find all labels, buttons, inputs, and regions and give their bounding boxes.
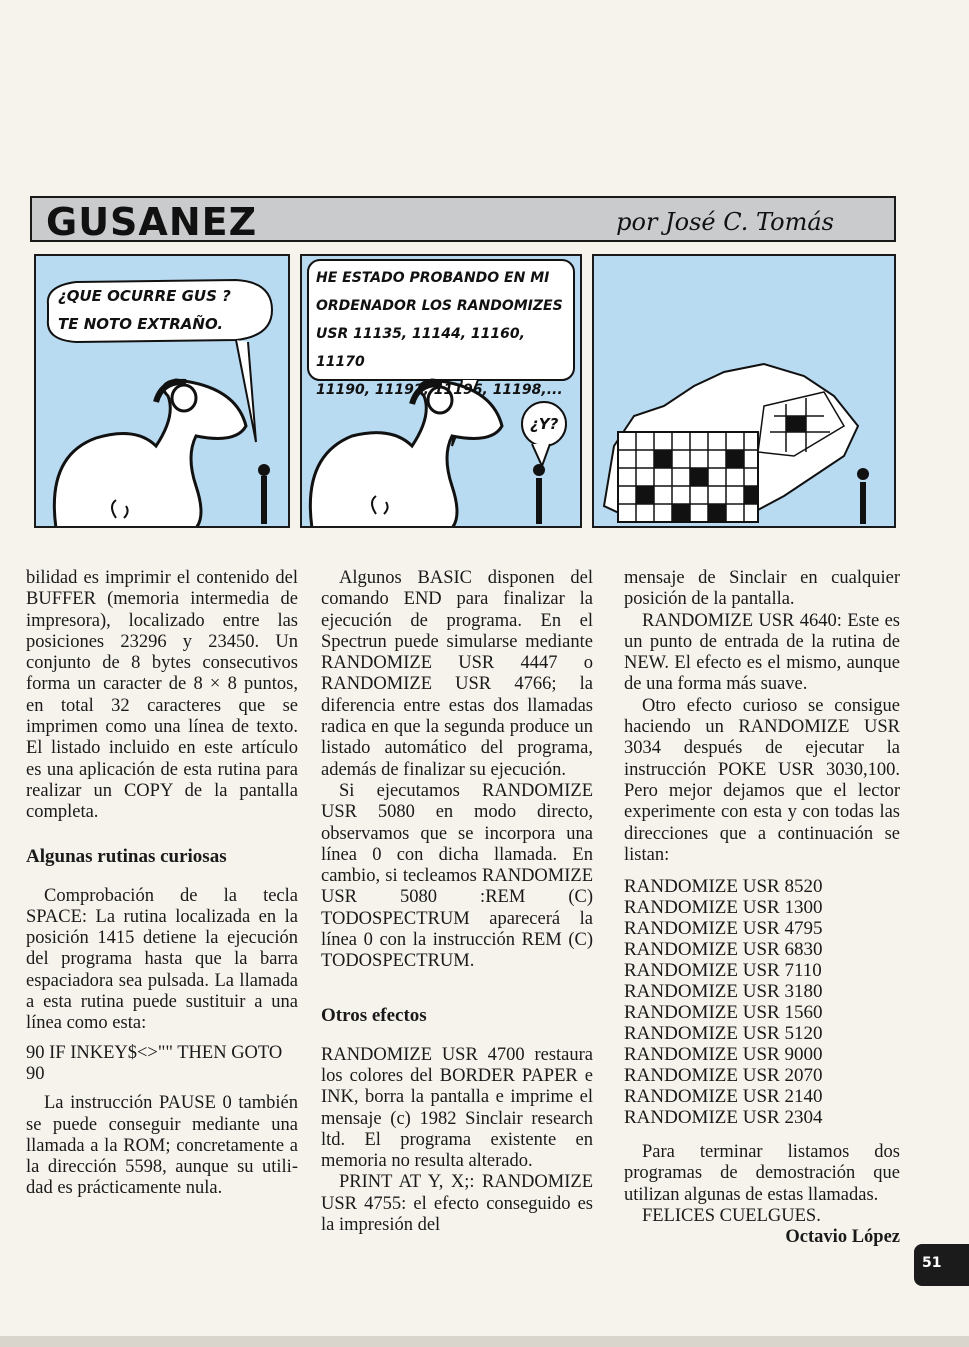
- list-item: RANDOMIZE USR 2140: [624, 1086, 823, 1108]
- col3-paragraph-1: mensaje de Sinclair en cualquier posición de la pantalla.: [624, 568, 900, 610]
- comic-panel-1: [34, 254, 290, 528]
- list-item: RANDOMIZE USR 1300: [624, 897, 823, 919]
- col2-heading: Otros efectos: [321, 1004, 427, 1026]
- list-item: RANDOMIZE USR 3180: [624, 981, 823, 1003]
- author-signature: Octavio López: [785, 1227, 900, 1248]
- list-item: RANDOMIZE USR 2070: [624, 1065, 823, 1087]
- comic-title-bar: [30, 196, 896, 242]
- comic-panel-3: [592, 254, 896, 528]
- text-column-3: [624, 568, 900, 1249]
- col1-paragraph-3: La instrucción PAUSE 0 también se puede conseguir mediante una llamada a la ROM; concretamente a la dirección 5598, aunque su utilidad es prácticamente nula.: [26, 1093, 298, 1199]
- list-item: RANDOMIZE USR 2304: [624, 1107, 823, 1129]
- page-edge: [0, 1336, 969, 1347]
- comic-strip: [30, 196, 898, 530]
- page-number-tab: [914, 1244, 969, 1286]
- col1-paragraph-1: bilidad es imprimir el contenido del BUFFER (memoria intermedia de impresora), localizado entre las posiciones 23296 y 23450. Un conjunto de 8 bytes consecutivos forma un caracter de 8 × 8 puntos, en total 32 caracteres que se imprimen como una línea de texto. El listado incluido en este artículo es una aplicación de esta rutina para realizar un COPY de la pantalla completa.: [26, 568, 298, 823]
- list-item: RANDOMIZE USR 5120: [624, 1023, 823, 1045]
- panel-2-speech-bubble: HE ESTADO PROBANDO EN MI ORDENADOR LOS RANDOMIZES USR 11135, 11144, 11160, 11170 11190, 11192, 11196, 11198,...: [316, 270, 563, 398]
- col2-paragraph-1: Algunos BASIC disponen del comando END para finalizar la ejecución de programa. En el Spectrun puede simularse mediante RANDOMIZE USR 4447 o RANDOMIZE USR 4766; la diferencia entre estas dos llamadas radica en que la segunda produce un listado automático del programa, además de finalizar su ejecución.: [321, 568, 593, 780]
- col3-paragraph-4: Para terminar listamos dos programas de demostración que utilizan algunas de estas llamadas.: [624, 1142, 900, 1205]
- col1-code-line: 90 IF INKEY$<>"" THEN GOTO 90: [26, 1042, 283, 1084]
- panel-1-speech-bubble: ¿QUE OCURRE GUS ? TE NOTO EXTRAÑO.: [58, 287, 231, 333]
- list-item: RANDOMIZE USR 7110: [624, 960, 822, 982]
- col1-paragraph-2: Comprobación de la tecla SPACE: La rutina localizada en la posición 1415 detiene la ejecución del programa hasta que la barra espaciadora sea pulsada. La llamada a esta rutina puede sustituir a una línea como esta:: [26, 885, 298, 1034]
- list-item: RANDOMIZE USR 4795: [624, 918, 823, 940]
- col3-paragraph-2: RANDOMIZE USR 4640: Este es un punto de entrada de la rutina de NEW. El efecto es el mismo, aunque de una forma más suave.: [624, 610, 900, 695]
- col2-paragraph-4: PRINT AT Y, X;: RANDOMIZE USR 4755: el efecto conseguido es la impresión del: [321, 1172, 593, 1236]
- list-item: RANDOMIZE USR 1560: [624, 1002, 823, 1024]
- list-item: RANDOMIZE USR 9000: [624, 1044, 823, 1066]
- randomize-usr-list: [624, 876, 900, 1128]
- col3-paragraph-5: FELICES CUELGUES.: [642, 1206, 821, 1227]
- comic-title: GUSANEZ: [46, 200, 258, 244]
- col1-heading: Algunas rutinas curiosas: [26, 845, 227, 867]
- list-item: RANDOMIZE USR 6830: [624, 939, 823, 961]
- panel-2-small-bubble: ¿Y?: [530, 415, 559, 433]
- col3-paragraph-3: Otro efecto curioso se consigue haciendo un RANDOMIZE USR 3034 después de ejecutar la instrucción POKE USR 3030,100. Pero mejor dejamos que el lector experimente con esta y con todas las direcciones que a continuación se listan:: [624, 695, 900, 865]
- panel-3-drawing: [594, 256, 896, 528]
- comic-author: por José C. Tomás: [616, 208, 834, 236]
- col2-paragraph-2: Si ejecutamos RANDOMIZE USR 5080 en modo directo, observamos que se incorpora una línea 0 con dicha llamada. En cambio, si tecleamos RANDOMIZE USR 5080 :REM (C) TODOSPECTRUM aparecerá la línea 0 con la instrucción REM (C) TODOSPECTRUM.: [321, 780, 593, 972]
- text-column-1: [26, 568, 298, 1200]
- comic-panel-2: [300, 254, 582, 528]
- list-item: RANDOMIZE USR 8520: [624, 876, 823, 898]
- page-number: 51: [922, 1255, 942, 1271]
- text-column-2: [321, 568, 593, 1236]
- col2-paragraph-3: RANDOMIZE USR 4700 restaura los colores del BORDER PAPER e INK, borra la pantalla e imprime el mensaje (c) 1982 Sinclair research ltd. El programa existente en memoria no resulta alterado.: [321, 1044, 593, 1172]
